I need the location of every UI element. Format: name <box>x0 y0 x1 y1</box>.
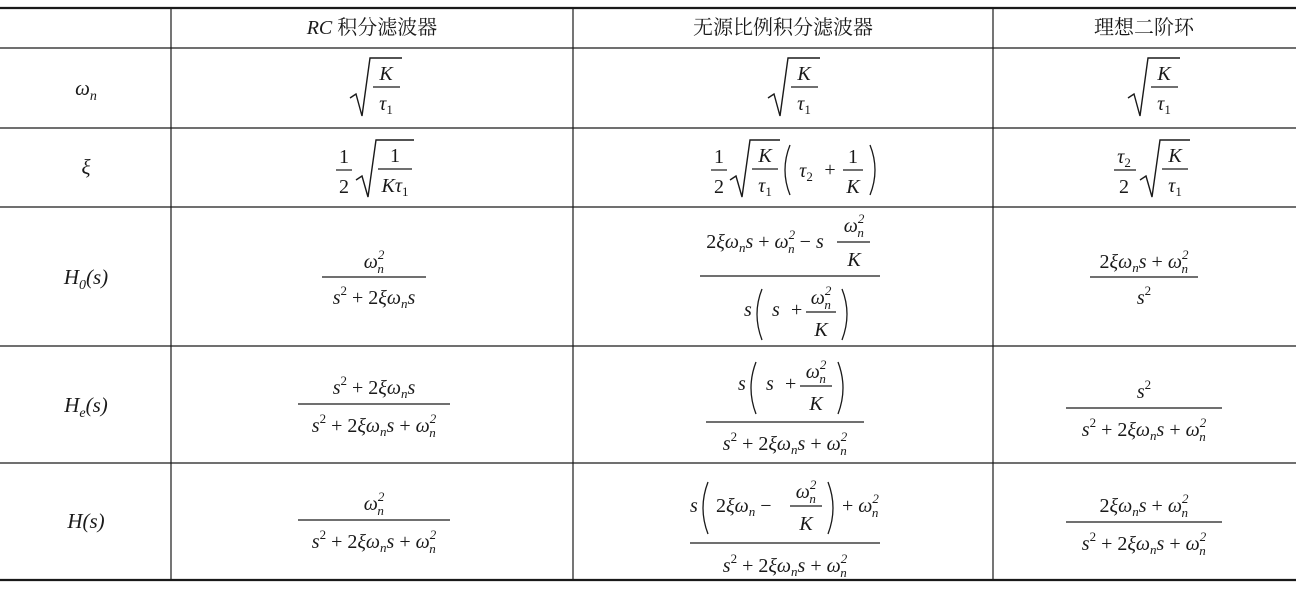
svg-text:+: + <box>785 373 797 395</box>
svg-text:K: K <box>1168 145 1182 167</box>
svg-text:2: 2 <box>714 176 724 198</box>
header-col-rc <box>306 15 438 39</box>
svg-text:K: K <box>846 176 860 198</box>
svg-text:2: 2 <box>1119 176 1129 198</box>
svg-text:s2 + 2ξωns: $s^2 + 2\xi\omega_ns$ <box>332 373 416 401</box>
svg-text:ω2n: $\omega^2$ n <box>810 283 832 312</box>
svg-text:Kτ1: $K\tau_1$ <box>381 175 409 199</box>
svg-text:ω2n: $\omega^2$ n <box>843 211 865 240</box>
formula-h0-passive <box>700 211 880 341</box>
svg-text:1: 1 <box>339 146 349 168</box>
formula-xi-passive <box>711 140 875 199</box>
svg-text:+: + <box>791 299 803 321</box>
svg-text:2: 2 <box>339 176 349 198</box>
formula-he-ideal <box>1066 377 1222 444</box>
header-col-ideal: 理想二阶环 <box>1094 15 1194 39</box>
header-col-rc-text: RC 积分滤波器 <box>306 15 438 39</box>
svg-text:s: s <box>738 373 746 395</box>
svg-text:τ1: $\tau_1$ <box>1157 93 1171 117</box>
svg-text:K: K <box>809 393 823 415</box>
svg-text:s2: $s^2$ <box>1136 283 1152 309</box>
formula-h-passive <box>690 477 880 580</box>
svg-text:s2: $s^2$ <box>1136 377 1152 403</box>
svg-text:+: + <box>824 159 836 181</box>
formula-omega-n-ideal <box>1128 58 1180 117</box>
svg-text:2ξωns + ω2n − s: $2\xi\omega_ns + \omega^2$ n − s <box>706 227 824 256</box>
svg-text:s: s <box>744 299 752 321</box>
svg-text:K: K <box>799 513 813 535</box>
svg-text:s2 + 2ξωns: $s^2 + 2\xi\omega_ns$ <box>332 283 416 311</box>
formula-xi-rc <box>336 140 414 199</box>
formula-h-rc <box>298 489 450 556</box>
svg-text:2ξωns + ω2n: $2\xi\omega_ns + \omega^2$ n <box>1099 491 1189 520</box>
header-col-passive: 无源比例积分滤波器 <box>693 15 873 39</box>
svg-text:K: K <box>758 145 772 167</box>
svg-text:1: 1 <box>848 146 858 168</box>
svg-text:+ ω2n: + $\omega^2$ n <box>842 491 879 520</box>
svg-text:ω2n: $\omega^2$ n <box>363 247 385 276</box>
svg-text:ω2n: $\omega^2$ n <box>805 357 827 386</box>
svg-text:2ξωn −: $2\xi\omega_n$ − <box>716 495 772 519</box>
row-label-h: H(s) <box>67 509 105 533</box>
row-label-xi: ξ <box>81 155 91 179</box>
svg-text:τ1: $\tau_1$ <box>1168 175 1182 199</box>
formula-h0-rc <box>322 247 426 311</box>
svg-text:τ1: $\tau_1$ <box>379 93 393 117</box>
svg-text:s2 + 2ξωns + ω2n: $s^2 + 2\xi\omega_ns + \omega^2$ n <box>1081 529 1207 558</box>
svg-text:ω2n: $\omega^2$ n <box>795 477 817 506</box>
formula-he-passive <box>706 357 864 458</box>
svg-text:K: K <box>847 249 861 271</box>
svg-text:s: s <box>766 373 774 395</box>
svg-text:1: 1 <box>714 146 724 168</box>
svg-text:s: s <box>690 495 698 517</box>
svg-text:ω2n: $\omega^2$ n <box>363 489 385 518</box>
table-header <box>306 15 1195 39</box>
svg-text:s2 + 2ξωns + ω2n: $s^2 + 2\xi\omega_ns + \omega^2$ n <box>722 551 848 580</box>
formula-omega-n-passive <box>768 58 820 117</box>
formula-xi-ideal <box>1114 140 1190 199</box>
svg-text:K: K <box>1157 63 1171 85</box>
svg-text:s2 + 2ξωns + ω2n: $s^2 + 2\xi\omega_ns + \omega^2$ n <box>722 429 848 458</box>
svg-text:τ2: $\tau_2$ <box>1117 146 1131 170</box>
formula-omega-n-rc <box>350 58 402 117</box>
svg-text:s2 + 2ξωns + ω2n: $s^2 + 2\xi\omega_ns + \omega^2$ n <box>311 411 437 440</box>
formula-he-rc <box>298 373 450 440</box>
svg-text:s2 + 2ξωns + ω2n: $s^2 + 2\xi\omega_ns + \omega^2$ n <box>311 527 437 556</box>
formula-h-ideal <box>1066 491 1222 558</box>
row-label-h0: $H_0(s)$ <box>63 265 109 293</box>
row-label-he: $H_e(s)$ <box>64 393 108 421</box>
svg-text:τ2: $\tau_2$ <box>799 160 813 184</box>
formula-cells <box>298 58 1222 580</box>
svg-text:K: K <box>379 63 393 85</box>
svg-text:s: s <box>772 299 780 321</box>
row-label-omega-n: $\omega_n$ <box>75 76 97 104</box>
svg-text:2ξωns + ω2n: $2\xi\omega_ns + \omega^2$ n <box>1099 247 1189 276</box>
formula-h0-ideal <box>1090 247 1198 309</box>
svg-text:τ1: $\tau_1$ <box>797 93 811 117</box>
svg-text:s2 + 2ξωns + ω2n: $s^2 + 2\xi\omega_ns + \omega^2$ n <box>1081 415 1207 444</box>
svg-text:K: K <box>814 319 828 341</box>
svg-text:τ1: $\tau_1$ <box>758 175 772 199</box>
svg-text:K: K <box>797 63 811 85</box>
svg-text:1: 1 <box>390 145 400 167</box>
row-labels <box>63 76 108 533</box>
